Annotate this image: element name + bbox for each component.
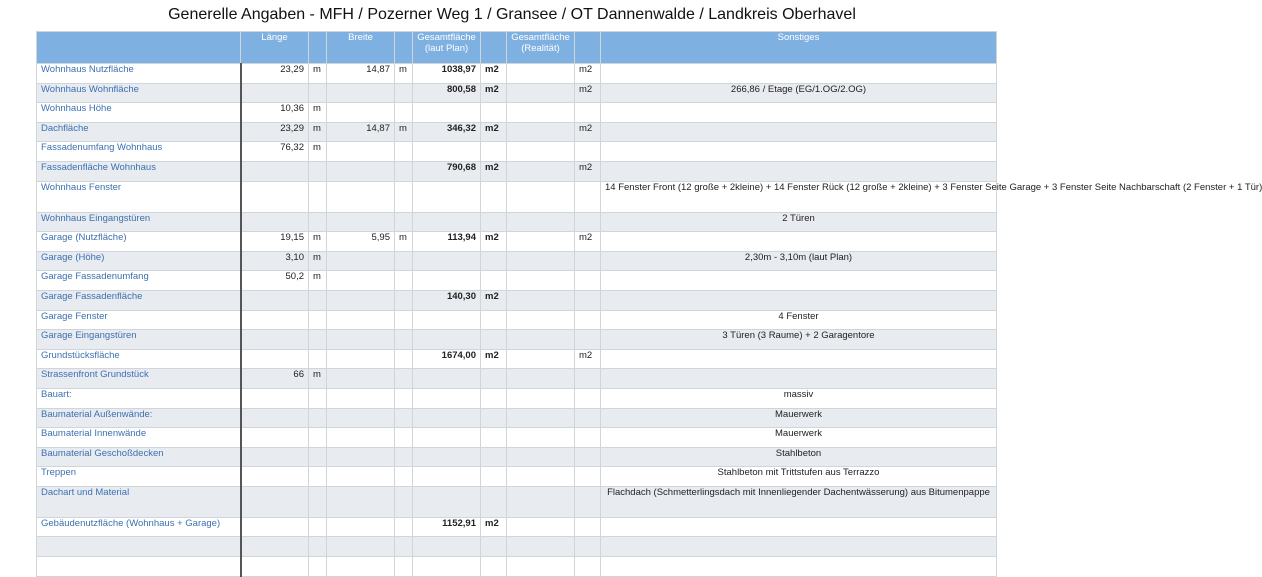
breite-unit	[395, 369, 413, 389]
sonstiges-note	[601, 103, 997, 123]
gesamt-plan-value	[413, 103, 481, 123]
gesamt-real-unit	[575, 290, 601, 310]
gesamt-plan-unit	[481, 310, 507, 330]
sonstiges-note	[601, 349, 997, 369]
gesamt-real-value	[507, 64, 575, 84]
gesamt-plan-unit: m2	[481, 122, 507, 142]
breite-value	[327, 181, 395, 212]
laenge-unit	[309, 467, 327, 487]
row-label: Dachfläche	[37, 122, 241, 142]
row-label: Grundstücksfläche	[37, 349, 241, 369]
row-label: Garage Fassadenumfang	[37, 271, 241, 291]
laenge-value	[241, 161, 309, 181]
gesamt-plan-value	[413, 369, 481, 389]
row-label: Wohnhaus Nutzfläche	[37, 64, 241, 84]
table-row	[37, 467, 997, 487]
gesamt-plan-unit: m2	[481, 64, 507, 84]
breite-unit	[395, 447, 413, 467]
laenge-value: 66	[241, 369, 309, 389]
gesamt-plan-value	[413, 537, 481, 557]
laenge-unit	[309, 447, 327, 467]
breite-unit: m	[395, 232, 413, 252]
sonstiges-note: Flachdach (Schmetterlingsdach mit Innenliegender Dachentwässerung) aus Bitumenpappe	[601, 486, 997, 517]
row-label	[37, 557, 241, 577]
table-row	[37, 310, 997, 330]
header-breite-unit	[395, 32, 413, 64]
breite-unit	[395, 83, 413, 103]
row-label: Dachart und Material	[37, 486, 241, 517]
sonstiges-note	[601, 557, 997, 577]
table-row	[37, 103, 997, 123]
header-sonstiges: Sonstiges	[601, 32, 997, 64]
gesamt-real-unit	[575, 537, 601, 557]
gesamt-plan-value	[413, 467, 481, 487]
sonstiges-note: 4 Fenster	[601, 310, 997, 330]
gesamt-real-value	[507, 271, 575, 291]
row-label: Wohnhaus Eingangstüren	[37, 212, 241, 232]
gesamt-plan-value	[413, 271, 481, 291]
gesamt-real-unit	[575, 103, 601, 123]
laenge-value: 76,32	[241, 142, 309, 162]
gesamt-real-unit	[575, 467, 601, 487]
table-row	[37, 428, 997, 448]
laenge-value: 3,10	[241, 251, 309, 271]
gesamt-real-unit	[575, 517, 601, 537]
gesamt-real-unit	[575, 486, 601, 517]
table-row	[37, 142, 997, 162]
breite-unit	[395, 467, 413, 487]
breite-value	[327, 142, 395, 162]
gesamt-plan-unit	[481, 557, 507, 577]
sonstiges-note	[601, 517, 997, 537]
laenge-unit: m	[309, 369, 327, 389]
gesamt-real-value	[507, 142, 575, 162]
breite-value	[327, 388, 395, 408]
header-laenge: Länge	[241, 32, 309, 64]
gesamt-real-value	[507, 310, 575, 330]
table-row	[37, 181, 997, 212]
sonstiges-note: massiv	[601, 388, 997, 408]
gesamt-plan-value: 1152,91	[413, 517, 481, 537]
sonstiges-note: 266,86 / Etage (EG/1.OG/2.OG)	[601, 83, 997, 103]
gesamt-plan-value	[413, 310, 481, 330]
laenge-value	[241, 537, 309, 557]
gesamt-real-value	[507, 486, 575, 517]
row-label: Garage Eingangstüren	[37, 330, 241, 350]
table-row	[37, 83, 997, 103]
gesamt-plan-unit	[481, 142, 507, 162]
gesamt-plan-value: 1674,00	[413, 349, 481, 369]
sonstiges-note	[601, 142, 997, 162]
table-row	[37, 251, 997, 271]
laenge-unit	[309, 388, 327, 408]
gesamt-plan-unit	[481, 369, 507, 389]
sonstiges-note: 2 Türen	[601, 212, 997, 232]
gesamt-real-unit	[575, 428, 601, 448]
sonstiges-note	[601, 271, 997, 291]
laenge-unit	[309, 428, 327, 448]
laenge-unit	[309, 290, 327, 310]
table-row	[37, 330, 997, 350]
gesamt-real-value	[507, 537, 575, 557]
breite-unit	[395, 103, 413, 123]
laenge-unit	[309, 517, 327, 537]
laenge-value	[241, 330, 309, 350]
header-breite: Breite	[327, 32, 395, 64]
breite-unit	[395, 517, 413, 537]
row-label: Baumaterial Innenwände	[37, 428, 241, 448]
breite-unit	[395, 271, 413, 291]
sonstiges-note: 2,30m - 3,10m (laut Plan)	[601, 251, 997, 271]
row-label: Fassadenumfang Wohnhaus	[37, 142, 241, 162]
laenge-value	[241, 408, 309, 428]
breite-unit	[395, 557, 413, 577]
laenge-value	[241, 388, 309, 408]
sonstiges-note	[601, 64, 997, 84]
row-label: Garage Fenster	[37, 310, 241, 330]
table-row	[37, 537, 997, 557]
sonstiges-note	[601, 290, 997, 310]
laenge-unit	[309, 212, 327, 232]
row-label: Strassenfront Grundstück	[37, 369, 241, 389]
table-row	[37, 388, 997, 408]
breite-unit: m	[395, 64, 413, 84]
laenge-value	[241, 181, 309, 212]
page-title: Generelle Angaben - MFH / Pozerner Weg 1 / Gransee / OT Dannenwalde / Landkreis Oberhavel	[168, 6, 856, 23]
breite-value: 14,87	[327, 122, 395, 142]
laenge-value	[241, 428, 309, 448]
gesamt-real-unit: m2	[575, 349, 601, 369]
breite-unit	[395, 486, 413, 517]
breite-value: 5,95	[327, 232, 395, 252]
breite-value	[327, 271, 395, 291]
row-label: Wohnhaus Fenster	[37, 181, 241, 212]
laenge-value	[241, 486, 309, 517]
table-row	[37, 161, 997, 181]
breite-value	[327, 467, 395, 487]
gesamt-plan-value	[413, 447, 481, 467]
breite-unit	[395, 310, 413, 330]
laenge-value	[241, 517, 309, 537]
gesamt-real-value	[507, 83, 575, 103]
gesamt-plan-value	[413, 142, 481, 162]
breite-value	[327, 103, 395, 123]
gesamt-plan-value: 113,94	[413, 232, 481, 252]
laenge-value	[241, 557, 309, 577]
table-row	[37, 408, 997, 428]
row-label: Bauart:	[37, 388, 241, 408]
table-header-row	[37, 32, 997, 64]
gesamt-plan-unit	[481, 428, 507, 448]
breite-value	[327, 349, 395, 369]
breite-value	[327, 161, 395, 181]
laenge-value	[241, 447, 309, 467]
breite-value	[327, 537, 395, 557]
row-label: Garage (Nutzfläche)	[37, 232, 241, 252]
breite-value	[327, 408, 395, 428]
laenge-unit	[309, 537, 327, 557]
gesamt-real-value	[507, 290, 575, 310]
breite-value	[327, 290, 395, 310]
gesamt-plan-value	[413, 557, 481, 577]
sonstiges-note	[601, 537, 997, 557]
row-label: Wohnhaus Höhe	[37, 103, 241, 123]
table-row	[37, 64, 997, 84]
breite-unit	[395, 251, 413, 271]
sonstiges-note: Stahlbeton mit Trittstufen aus Terrazzo	[601, 467, 997, 487]
breite-value	[327, 557, 395, 577]
breite-value	[327, 517, 395, 537]
gesamt-plan-value	[413, 251, 481, 271]
gesamt-plan-unit	[481, 271, 507, 291]
gesamt-plan-value	[413, 388, 481, 408]
gesamt-real-unit	[575, 369, 601, 389]
laenge-unit: m	[309, 122, 327, 142]
row-label: Fassadenfläche Wohnhaus	[37, 161, 241, 181]
table-row	[37, 557, 997, 577]
gesamt-real-value	[507, 103, 575, 123]
laenge-unit	[309, 349, 327, 369]
laenge-unit	[309, 181, 327, 212]
laenge-unit: m	[309, 251, 327, 271]
breite-unit: m	[395, 122, 413, 142]
gesamt-real-value	[507, 388, 575, 408]
gesamt-plan-value: 140,30	[413, 290, 481, 310]
table-row	[37, 232, 997, 252]
gesamt-plan-value	[413, 486, 481, 517]
header-gesamt-real: Gesamtfläche (Realität)	[507, 32, 575, 64]
gesamt-real-value	[507, 330, 575, 350]
gesamt-plan-unit	[481, 330, 507, 350]
table-row	[37, 290, 997, 310]
laenge-unit: m	[309, 271, 327, 291]
gesamt-real-unit: m2	[575, 232, 601, 252]
breite-unit	[395, 537, 413, 557]
gesamt-real-unit	[575, 212, 601, 232]
breite-unit	[395, 349, 413, 369]
gesamt-real-value	[507, 349, 575, 369]
breite-unit	[395, 388, 413, 408]
gesamt-plan-unit: m2	[481, 161, 507, 181]
laenge-unit: m	[309, 103, 327, 123]
table-row	[37, 447, 997, 467]
gesamt-real-unit	[575, 251, 601, 271]
laenge-unit	[309, 330, 327, 350]
row-label: Baumaterial Geschoßdecken	[37, 447, 241, 467]
laenge-unit	[309, 161, 327, 181]
gesamt-plan-value: 1038,97	[413, 64, 481, 84]
breite-value	[327, 428, 395, 448]
laenge-unit: m	[309, 232, 327, 252]
gesamt-real-unit	[575, 557, 601, 577]
row-label: Garage Fassadenfläche	[37, 290, 241, 310]
breite-unit	[395, 142, 413, 162]
header-gesamt-real-unit	[575, 32, 601, 64]
gesamt-plan-unit	[481, 103, 507, 123]
row-label: Garage (Höhe)	[37, 251, 241, 271]
laenge-unit	[309, 83, 327, 103]
row-label: Treppen	[37, 467, 241, 487]
sonstiges-note	[601, 232, 997, 252]
table-row	[37, 349, 997, 369]
laenge-value	[241, 310, 309, 330]
sonstiges-note	[601, 369, 997, 389]
gesamt-real-value	[507, 232, 575, 252]
breite-unit	[395, 330, 413, 350]
row-label: Baumaterial Außenwände:	[37, 408, 241, 428]
gesamt-plan-unit	[481, 447, 507, 467]
gesamt-plan-unit	[481, 388, 507, 408]
gesamt-real-value	[507, 212, 575, 232]
sonstiges-note: 3 Türen (3 Raume) + 2 Garagentore	[601, 330, 997, 350]
laenge-unit	[309, 310, 327, 330]
gesamt-plan-value: 346,32	[413, 122, 481, 142]
gesamt-real-unit: m2	[575, 161, 601, 181]
gesamt-real-unit	[575, 271, 601, 291]
gesamt-plan-unit: m2	[481, 290, 507, 310]
sonstiges-note: Stahlbeton	[601, 447, 997, 467]
gesamt-plan-value	[413, 212, 481, 232]
gesamt-plan-unit: m2	[481, 83, 507, 103]
gesamt-real-value	[507, 251, 575, 271]
laenge-value: 19,15	[241, 232, 309, 252]
sonstiges-note: Mauerwerk	[601, 428, 997, 448]
breite-value	[327, 212, 395, 232]
gesamt-real-unit	[575, 408, 601, 428]
breite-value	[327, 310, 395, 330]
row-label: Gebäudenutzfläche (Wohnhaus + Garage)	[37, 517, 241, 537]
row-label: Wohnhaus Wohnfläche	[37, 83, 241, 103]
sonstiges-note: Mauerwerk	[601, 408, 997, 428]
breite-unit	[395, 428, 413, 448]
gesamt-plan-unit	[481, 408, 507, 428]
gesamt-plan-unit	[481, 212, 507, 232]
gesamt-plan-value: 800,58	[413, 83, 481, 103]
gesamt-real-value	[507, 122, 575, 142]
laenge-value: 23,29	[241, 64, 309, 84]
laenge-value	[241, 290, 309, 310]
table-row	[37, 369, 997, 389]
breite-unit	[395, 181, 413, 212]
breite-value: 14,87	[327, 64, 395, 84]
gesamt-real-unit	[575, 310, 601, 330]
gesamt-real-value	[507, 161, 575, 181]
table-row	[37, 271, 997, 291]
gesamt-real-unit	[575, 388, 601, 408]
laenge-value: 50,2	[241, 271, 309, 291]
breite-unit	[395, 408, 413, 428]
gesamt-real-unit	[575, 447, 601, 467]
breite-unit	[395, 290, 413, 310]
gesamt-plan-unit: m2	[481, 517, 507, 537]
header-gesamt-plan-unit	[481, 32, 507, 64]
sonstiges-note	[601, 122, 997, 142]
breite-value	[327, 83, 395, 103]
gesamt-real-unit	[575, 330, 601, 350]
laenge-value	[241, 467, 309, 487]
data-table	[36, 31, 1262, 577]
gesamt-real-value	[507, 408, 575, 428]
row-label	[37, 537, 241, 557]
gesamt-real-value	[507, 369, 575, 389]
gesamt-plan-unit	[481, 251, 507, 271]
gesamt-plan-unit	[481, 486, 507, 517]
gesamt-real-unit: m2	[575, 83, 601, 103]
gesamt-real-value	[507, 557, 575, 577]
gesamt-real-unit: m2	[575, 64, 601, 84]
gesamt-plan-value	[413, 428, 481, 448]
breite-value	[327, 330, 395, 350]
gesamt-plan-unit	[481, 181, 507, 212]
gesamt-plan-unit: m2	[481, 232, 507, 252]
gesamt-real-value	[507, 517, 575, 537]
gesamt-plan-unit	[481, 537, 507, 557]
gesamt-real-value	[507, 428, 575, 448]
laenge-unit	[309, 486, 327, 517]
breite-value	[327, 447, 395, 467]
gesamt-plan-value	[413, 181, 481, 212]
breite-value	[327, 369, 395, 389]
gesamt-plan-unit: m2	[481, 349, 507, 369]
gesamt-real-unit	[575, 181, 601, 212]
laenge-value	[241, 349, 309, 369]
laenge-unit: m	[309, 64, 327, 84]
laenge-value: 23,29	[241, 122, 309, 142]
header-gesamt-plan: Gesamtfläche (laut Plan)	[413, 32, 481, 64]
table-row	[37, 122, 997, 142]
gesamt-plan-value	[413, 408, 481, 428]
laenge-value: 10,36	[241, 103, 309, 123]
laenge-value	[241, 83, 309, 103]
gesamt-real-value	[507, 467, 575, 487]
gesamt-real-value	[507, 181, 575, 212]
sonstiges-note	[601, 161, 997, 181]
laenge-value	[241, 212, 309, 232]
header-laenge-unit	[309, 32, 327, 64]
gesamt-real-value	[507, 447, 575, 467]
breite-value	[327, 486, 395, 517]
gesamt-real-unit: m2	[575, 122, 601, 142]
header-label	[37, 32, 241, 64]
breite-unit	[395, 212, 413, 232]
gesamt-plan-unit	[481, 467, 507, 487]
laenge-unit	[309, 408, 327, 428]
laenge-unit	[309, 557, 327, 577]
gesamt-real-unit	[575, 142, 601, 162]
gesamt-plan-value	[413, 330, 481, 350]
gesamt-plan-value: 790,68	[413, 161, 481, 181]
table-row	[37, 486, 997, 517]
table-row	[37, 212, 997, 232]
breite-unit	[395, 161, 413, 181]
breite-value	[327, 251, 395, 271]
sonstiges-note: 14 Fenster Front (12 große + 2kleine) + 14 Fenster Rück (12 große + 2kleine) + 3 Fenster Seite Garage + 3 Fenster Seite Nachbarschaft (2 Fenster + 1 Tür)	[601, 181, 997, 212]
table-row	[37, 517, 997, 537]
laenge-unit: m	[309, 142, 327, 162]
